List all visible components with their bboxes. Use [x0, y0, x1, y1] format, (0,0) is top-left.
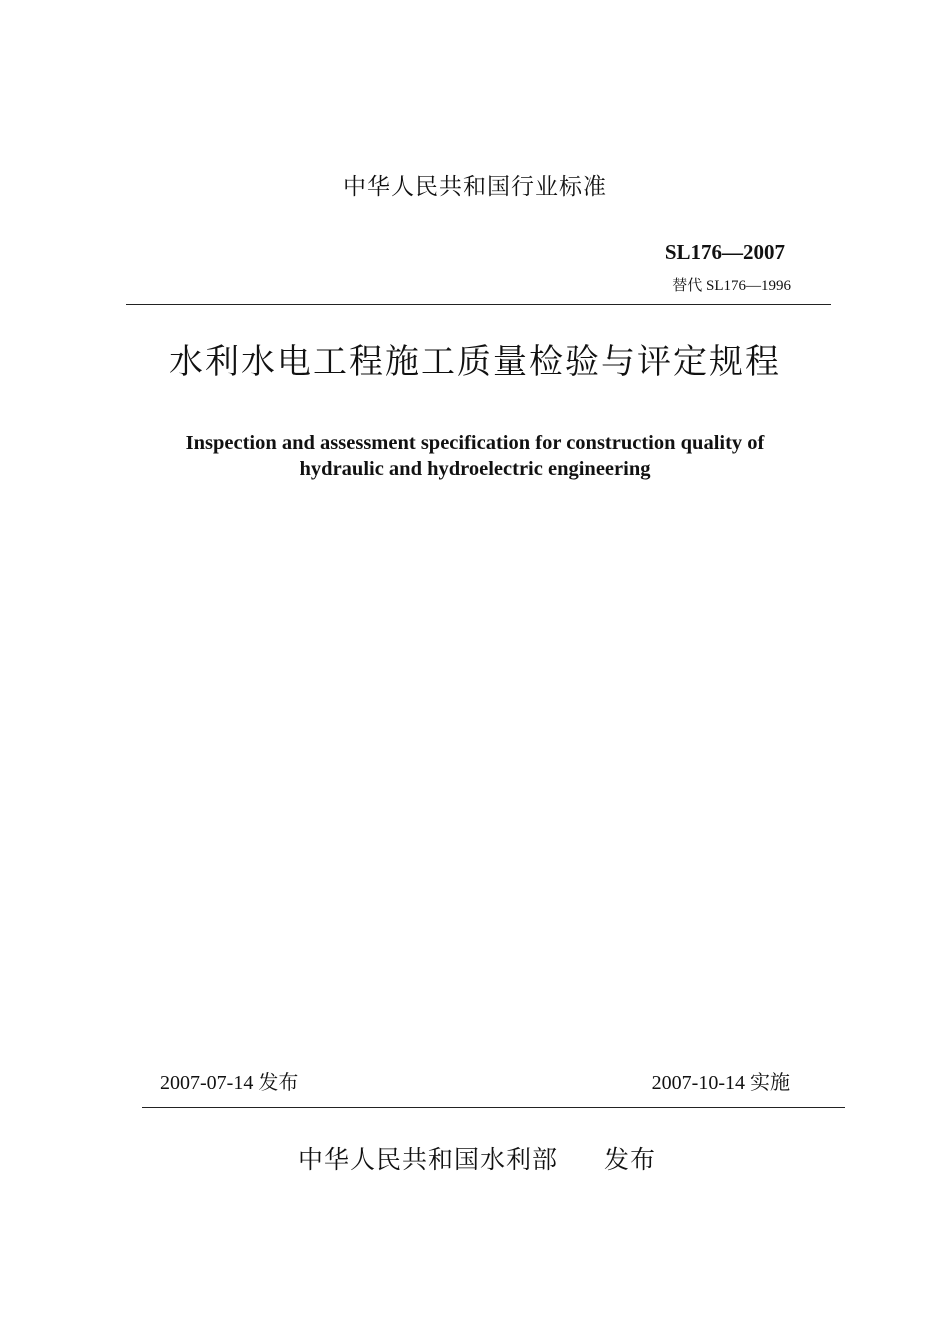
standard-type-heading: 中华人民共和国行业标准 — [343, 174, 607, 200]
publish-label: 发布 — [604, 1145, 657, 1174]
replaces-standard: 替代 SL176—1996 — [672, 278, 791, 294]
top-divider — [126, 304, 831, 305]
bottom-divider — [142, 1107, 845, 1108]
english-title-line-2: hydraulic and hydroelectric engineering — [299, 458, 651, 480]
publisher-name: 中华人民共和国水利部 — [298, 1145, 559, 1174]
implementation-date: 2007-10-14 实施 — [651, 1072, 790, 1094]
issue-date: 2007-07-14 发布 — [160, 1072, 299, 1094]
english-title-line-1: Inspection and assessment specification for construction quality of — [185, 432, 765, 454]
document-title-english — [100, 430, 850, 482]
standard-number: SL176—2007 — [664, 240, 785, 264]
document-title-chinese: 水利水电工程施工质量检验与评定规程 — [169, 342, 781, 382]
